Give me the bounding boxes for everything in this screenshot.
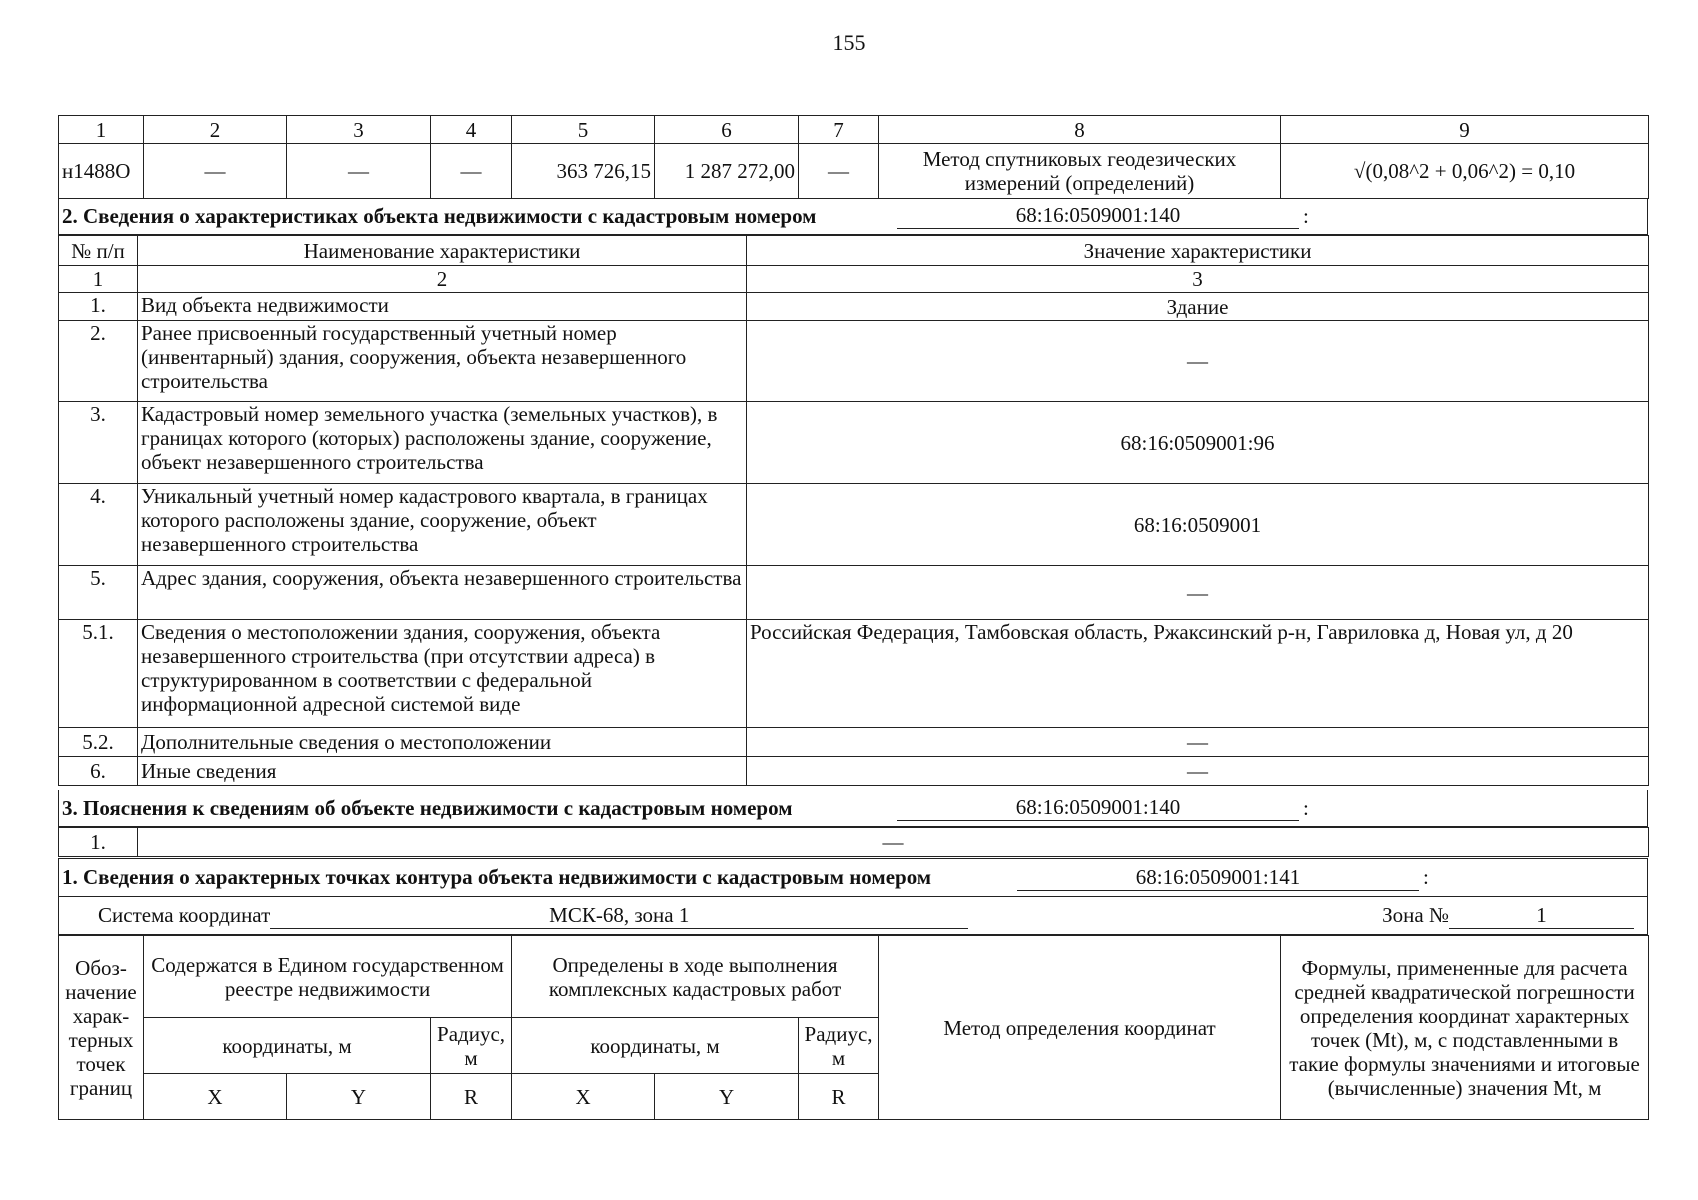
row-name: Иные сведения — [138, 757, 747, 786]
explanations-table — [58, 827, 1648, 857]
points-table-header — [58, 935, 1648, 1120]
row-name: Дополнительные сведения о местоположении — [138, 728, 747, 757]
table-row — [59, 566, 1649, 620]
header-method: Метод определения координат — [879, 936, 1281, 1120]
table-row — [59, 144, 1649, 199]
col-header: 5 — [512, 116, 655, 144]
table-row — [59, 293, 1649, 321]
table-row — [59, 828, 1649, 857]
header-designation: Обоз-начение харак-терных точек границ — [59, 936, 144, 1120]
coord-system-value: МСК-68, зона 1 — [270, 903, 968, 929]
table-row — [59, 757, 1649, 786]
table-cell: — — [144, 144, 287, 199]
col-header: 3 — [287, 116, 431, 144]
row-num: 6. — [59, 757, 138, 786]
coordinate-system-bar — [58, 897, 1648, 935]
table-row — [59, 402, 1649, 484]
row-num: 3. — [59, 402, 138, 484]
header-radius: Радиус, м — [799, 1018, 879, 1074]
subheader-cell: 1 — [59, 266, 138, 293]
page-number: 155 — [832, 30, 866, 55]
header-egrn: Содержатся в Едином государственном реестре недвижимости — [144, 936, 512, 1018]
row-value: — — [747, 566, 1649, 620]
header-r: R — [799, 1074, 879, 1120]
coord-system-label: Система координат — [98, 903, 271, 927]
subheader-cell: 3 — [747, 266, 1649, 293]
header-value: Значение характеристики — [747, 236, 1649, 266]
colon: : — [1423, 865, 1429, 889]
row-num: 5.2. — [59, 728, 138, 757]
row-num: 1. — [59, 293, 138, 321]
col-header: 9 — [1281, 116, 1649, 144]
col-header: 6 — [655, 116, 799, 144]
section2-cadastral-number: 68:16:0509001:140 — [897, 203, 1299, 229]
row-value: — — [747, 321, 1649, 402]
zone-value: 1 — [1449, 903, 1634, 929]
row-name: Ранее присвоенный государственный учетный номер (инвентарный) здания, сооружения, объекта незавершенного строительства — [138, 321, 747, 402]
section1-title-bar — [58, 858, 1648, 897]
header-x: X — [144, 1074, 287, 1120]
zone-label: Зона № — [1382, 903, 1449, 927]
col-header: 4 — [431, 116, 512, 144]
col-header: 1 — [59, 116, 144, 144]
row-num: 5.1. — [59, 620, 138, 728]
header-coords: координаты, м — [144, 1018, 431, 1074]
row-value: — — [138, 828, 1649, 857]
table-row — [59, 484, 1649, 566]
section1-title: 1. Сведения о характерных точках контура объекта недвижимости с кадастровым номером — [62, 865, 932, 889]
header-y: Y — [287, 1074, 431, 1120]
colon: : — [1303, 203, 1309, 228]
table-row — [59, 728, 1649, 757]
header-num: № п/п — [59, 236, 138, 266]
col-header: 8 — [879, 116, 1281, 144]
coord-y: 1 287 272,00 — [655, 144, 799, 199]
row-value: 68:16:0509001 — [747, 484, 1649, 566]
header-radius: Радиус, м — [431, 1018, 512, 1074]
row-name: Сведения о местоположении здания, сооружения, объекта незавершенного строительства (при отсутствии адреса) в структурированном в соответствии с федеральной информационной адресной системой виде — [138, 620, 747, 728]
header-coords: координаты, м — [512, 1018, 799, 1074]
row-name: Адрес здания, сооружения, объекта незавершенного строительства — [138, 566, 747, 620]
table-cell: — — [799, 144, 879, 199]
row-value: — — [747, 757, 1649, 786]
row-name: Вид объекта недвижимости — [138, 293, 747, 321]
col-header: 2 — [144, 116, 287, 144]
characteristics-table — [58, 235, 1648, 786]
row-num: 2. — [59, 321, 138, 402]
row-name: Кадастровый номер земельного участка (земельных участков), в границах которого (которых) расположены здание, сооружение, объект незавершенного строительства — [138, 402, 747, 484]
section3-title: 3. Пояснения к сведениям об объекте недвижимости с кадастровым номером — [62, 795, 793, 820]
col-header: 7 — [799, 116, 879, 144]
section2-title-bar — [58, 198, 1648, 235]
point-designation: н1488О — [59, 144, 144, 199]
row-num: 5. — [59, 566, 138, 620]
coord-x: 363 726,15 — [512, 144, 655, 199]
row-num: 1. — [59, 828, 138, 857]
table-cell: — — [431, 144, 512, 199]
row-value: 68:16:0509001:96 — [747, 402, 1649, 484]
formula-cell: √(0,08^2 + 0,06^2) = 0,10 — [1281, 144, 1649, 199]
table-cell: — — [287, 144, 431, 199]
header-kkr: Определены в ходе выполнения комплексных кадастровых работ — [512, 936, 879, 1018]
section3-cadastral-number: 68:16:0509001:140 — [897, 795, 1299, 821]
points-table-continued — [58, 115, 1648, 199]
section1-cadastral-number: 68:16:0509001:141 — [1017, 865, 1419, 891]
header-y: Y — [655, 1074, 799, 1120]
row-value: — — [747, 728, 1649, 757]
row-name: Уникальный учетный номер кадастрового квартала, в границах которого расположены здание, сооружение, объект незавершенного строительства — [138, 484, 747, 566]
section2-title: 2. Сведения о характеристиках объекта недвижимости с кадастровым номером — [62, 203, 817, 228]
table-row — [59, 321, 1649, 402]
method-cell: Метод спутниковых геодезических измерений (определений) — [879, 144, 1281, 199]
colon: : — [1303, 795, 1309, 820]
header-x: X — [512, 1074, 655, 1120]
table-row — [59, 620, 1649, 728]
header-formulas: Формулы, примененные для расчета средней квадратической погрешности определения координат характерных точек (Mt), м, с подставленными в такие формулы значениями и итоговые (вычисленные) значения Mt, м — [1281, 936, 1649, 1120]
row-num: 4. — [59, 484, 138, 566]
subheader-cell: 2 — [138, 266, 747, 293]
header-name: Наименование характеристики — [138, 236, 747, 266]
row-value: Здание — [747, 293, 1649, 321]
row-value: Российская Федерация, Тамбовская область, Ржаксинский р-н, Гавриловка д, Новая ул, д 20 — [747, 620, 1649, 728]
section3-title-bar — [58, 790, 1648, 827]
header-r: R — [431, 1074, 512, 1120]
